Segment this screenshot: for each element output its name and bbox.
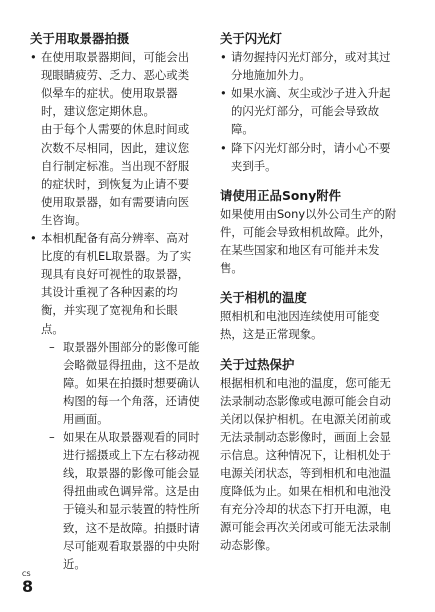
viewfinder-bullet-fatigue-text: • 在使用取景器期间，可能会出现眼睛疲劳、乏力、恶心或类似晕车的症状。使用取景器时，建议您定期休息。: [41, 50, 190, 119]
viewfinder-heading: 关于用取景器拍摄: [30, 31, 130, 46]
viewfinder-dash-periphery: – 取景器外围部分的影像可能会略微显得扭曲，这不是故障。如果在拍摄时想要确认构图的每一个角落，还请使用画面。: [41, 338, 200, 428]
genuine-accessories-text: 如果使用由Sony以外公司生产的附件，可能会导致相机故障。此外，在某些国家和地区有可能并未发售。: [220, 206, 397, 276]
viewfinder-dash-panning: – 如果在从取景器观看的同时进行摇摄或上下左右移动视线，取景器的影像可能会显得扭曲或色调异常。这是由于镜头和显示装置的特性所致，这不是故障。拍摄时请尽可能观看取景器的中央附近。: [41, 428, 200, 573]
overheat-protection-text: 根据相机和电池的温度，您可能无法录制动态影像或电源可能会自动关闭以保护相机。在电源关闭前或无法录制动态影像时，画面上会显示信息。这种情况下，让相机处于电源关闭状态，等到相机和电池温度降低为止。如果在相机和电池没有充分冷却的状态下打开电源，电源可能会再次关闭或可能无法录制动态影像。: [220, 375, 391, 553]
page-number: 8: [22, 577, 34, 596]
overheat-protection-heading: 关于过热保护: [220, 356, 295, 372]
viewfinder-bullet-fatigue: [30, 48, 200, 229]
flash-list: [220, 48, 400, 175]
viewfinder-bullet-oled: [30, 229, 200, 573]
flash-bullet-hold: • 请勿握持闪光灯部分，或对其过分地施加外力。: [220, 48, 400, 84]
viewfinder-bullet-oled-text: • 本相机配备有高分辨率、高对比度的有机EL取景器。为了实现具有良好可视性的取景器，其设计重视了各种因素的均衡，并实现了宽视角和长眼点。: [41, 231, 192, 336]
viewfinder-list: [30, 48, 200, 573]
page-footer: [22, 571, 33, 595]
left-column: [30, 30, 200, 573]
viewfinder-bullet-fatigue-extra: 由于每个人需要的休息时间或次数不尽相同，因此，建议您自行制定标准。当出现不舒服的症状时，到恢复为止请不要使用取景器，如有需要请向医生咨询。: [41, 122, 190, 227]
right-column: [220, 30, 400, 555]
genuine-accessories-heading: 请使用正品Sony附件: [220, 187, 342, 203]
camera-temperature-text: 照相机和电池因连续使用可能变热，这是正常现象。: [220, 309, 380, 342]
viewfinder-dash-list: [41, 338, 200, 573]
camera-temperature-heading: 关于相机的温度: [220, 290, 307, 306]
flash-bullet-fingers: • 降下闪光灯部分时，请小心不要夹到手。: [220, 139, 400, 175]
flash-bullet-dust: • 如果水滴、灰尘或沙子进入升起的闪光灯部分，可能会导致故障。: [220, 84, 400, 138]
language-code: CS: [22, 570, 31, 578]
flash-heading: 关于闪光灯: [220, 31, 282, 46]
